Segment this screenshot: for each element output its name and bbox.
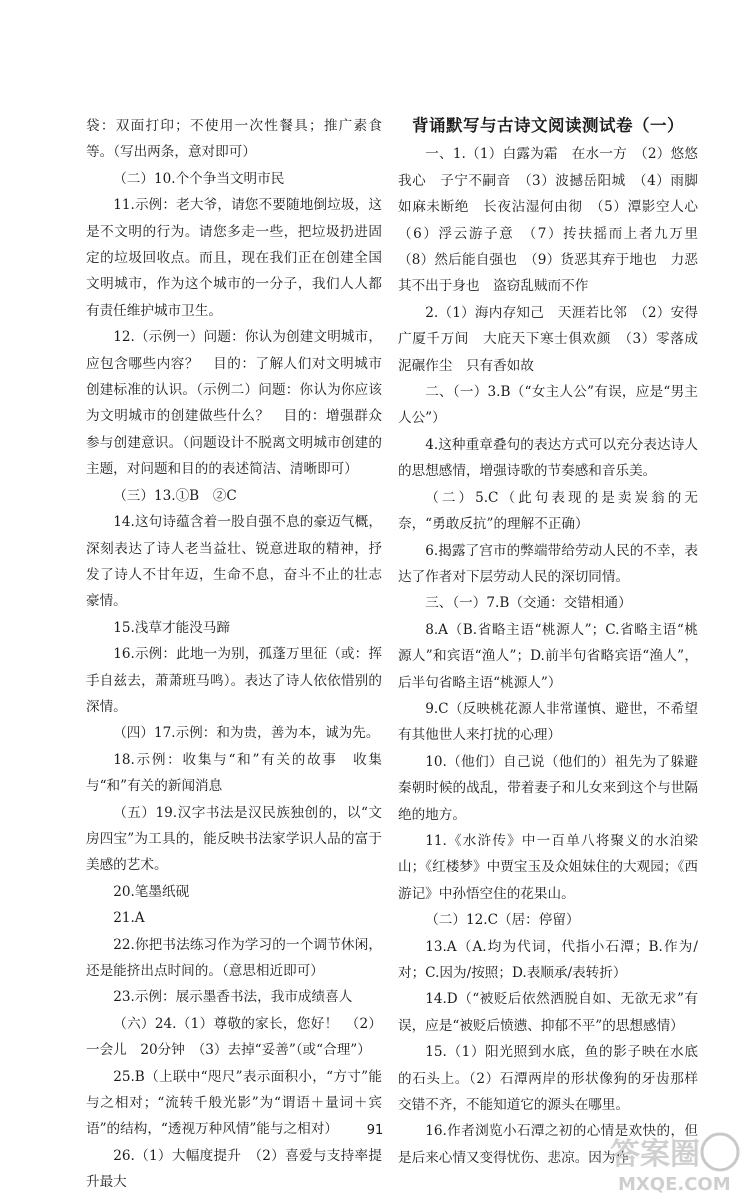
answer-paragraph: 10.（他们）自己说（他们的）祖先为了躲避秦朝时候的战乱，带着妻子和儿女来到这个与世隔绝的地方。: [398, 753, 698, 823]
answer-paragraph: 21.A: [113, 910, 145, 927]
answer-paragraph: 18.示例：收集与“和”有关的故事 收集与“和”有关的新闻消息: [86, 751, 382, 795]
answer-paragraph: （三）13.①B ②C: [113, 487, 237, 504]
left-column: [86, 113, 382, 1196]
answer-paragraph: 11.示例：老大爷，请您不要随地倒垃圾，这是不文明的行为。请您多走一些，把垃圾扔进固定的垃圾回收点。而且，现在我们正在创建全国文明城市，作为这个城市的一分子，我们人人都有责任维护城市卫生。: [86, 197, 382, 319]
answer-paragraph: （二）5.C（此句表现的是卖炭翁的无奈，“勇敢反抗”的理解不正确）: [398, 489, 698, 533]
answer-paragraph: 13.A（A.均为代词，代指小石潭；B.作为/对；C.因为/按照；D.表顺承/表转折）: [398, 938, 698, 981]
answer-paragraph: 16.作者浏览小石潭之初的心情是欢快的，但是后来心情又变得忧伤、悲凉。因为作: [398, 1123, 698, 1166]
answer-paragraph: 4.这种重章叠句的表达方式可以充分表达诗人的思想感情，增强诗歌的节奏感和音乐美。: [398, 436, 698, 480]
answer-paragraph: 14.这句诗蕴含着一股自强不息的豪迈气概，深刻表达了诗人老当益壮、锐意进取的精神，抒发了诗人不甘年迈，生命不息，奋斗不止的壮志豪情。: [86, 514, 382, 610]
answer-paragraph: 22.你把书法练习作为学习的一个调节休闲，还是能挤出点时间的。（意思相近即可）: [86, 936, 382, 979]
answer-paragraph: 16.示例：此地一为别，孤蓬万里征（或：挥手自兹去，萧萧班马鸣）。表达了诗人依依惜别的深情。: [86, 646, 382, 715]
page-number: 91: [366, 1123, 384, 1138]
answer-paragraph: 8.A（B.省略主语“桃源人”；C.省略主语“桃源人”和宾语“渔人”；D.前半句省略宾语“渔人”，后半句省略主语“桃源人”）: [398, 621, 698, 691]
answer-paragraph: 11.《水浒传》中一百单八将聚义的水泊梁山；《红楼梦》中贾宝玉及众姐妹住的大观园；《西游记》中孙悟空住的花果山。: [398, 832, 698, 902]
answer-paragraph: （六）24.（1）尊敬的家长，您好！ （2）一会儿 20分钟 （3）去掉“妥善”（或“合理”）: [86, 1015, 382, 1059]
answer-paragraph: 25.B（上联中“咫尺”表示面积小，“方寸”能与之相对；“流转千般光影”为“谓语＋量词＋宾语”的结构，“透视万种风情”能与之相对）: [86, 1068, 382, 1138]
answer-paragraph: 6.揭露了宫市的弊端带给劳动人民的不幸，表达了作者对下层劳动人民的深切同情。: [398, 542, 698, 585]
answer-paragraph: 14.D（“被贬后依然洒脱自如、无欲无求”有误，应是“被贬后愤懑、抑郁不平”的思想感情）: [398, 991, 698, 1034]
answer-paragraph: 12.（示例一）问题：你认为创建文明城市，应包含哪些内容？ 目的：了解人们对文明城市创建标准的认识。（示例二）问题：你认为你应该为文明城市的创建做些什么？ 目的：增强群众参与创建意识。（问题设计不脱离文明城市创建的主题，对问题和目的的表述简洁、清晰即可）: [86, 329, 382, 478]
answer-paragraph: （五）19.汉字书法是汉民族独创的，以“文房四宝”为工具的，能反映书法家学识人品的富于美感的艺术。: [86, 804, 382, 874]
section-title: 背诵默写与古诗文阅读测试卷（一）: [412, 116, 684, 135]
answer-paragraph: 袋：双面打印；不使用一次性餐具；推广素食等。（写出两条，意对即可）: [86, 118, 382, 161]
answer-paragraph: 9.C（反映桃花源人非常谨慎、避世，不希望有其他世人来打扰的心理）: [398, 700, 698, 744]
answer-paragraph: 一、1.（1）白露为霜 在水一方 （2）悠悠我心 子宁不嗣音 （3）波撼岳阳城 （4）雨脚如麻未断绝 长夜沾湿何由彻 （5）潭影空人心 （6）浮云游子意 （7）抟扶摇而上者九万里 （8）然后能自强也 （9）货恶其弃于地也 力恶其不出于身也 盗窃乱贼而不作: [398, 146, 712, 295]
watermark-line2: MXQE.COM: [618, 1174, 731, 1195]
answer-paragraph: 20.笔墨纸砚: [113, 883, 190, 900]
watermark-logo: [604, 1130, 746, 1196]
answer-paragraph: （四）17.示例：和为贵，善为本，诚为先。: [113, 725, 380, 742]
answer-paragraph: 三、（一）7.B（交通：交错相通）: [425, 595, 632, 612]
answer-paragraph: （二）10.个个争当文明市民: [113, 170, 285, 187]
answer-paragraph: 15.浅草才能没马蹄: [113, 619, 230, 636]
answer-paragraph: 26.（1）大幅度提升 （2）喜爱与支持率提升最大: [86, 1147, 382, 1191]
watermark-line1: 答案圈: [610, 1137, 700, 1172]
answer-paragraph: 23.示例：展示墨香书法，我市成绩喜人: [113, 989, 353, 1006]
answer-paragraph: （二）12.C（居：停留）: [425, 912, 580, 929]
answer-paragraph: 二、（一）3.B（“女主人公”有误，应是“男主人公”）: [398, 384, 698, 427]
right-column: [398, 113, 712, 1171]
answer-paragraph: 15.（1）阳光照到水底，鱼的影子映在水底的石头上。（2）石潭两岸的形状像狗的牙齿那样交错不齐，不能知道它的源头在哪里。: [398, 1044, 698, 1114]
answer-paragraph: 2.（1）海内存知己 天涯若比邻 （2）安得广厦千万间 大庇天下寒士俱欢颜 （3）零落成泥碾作尘 只有香如故: [398, 304, 698, 374]
